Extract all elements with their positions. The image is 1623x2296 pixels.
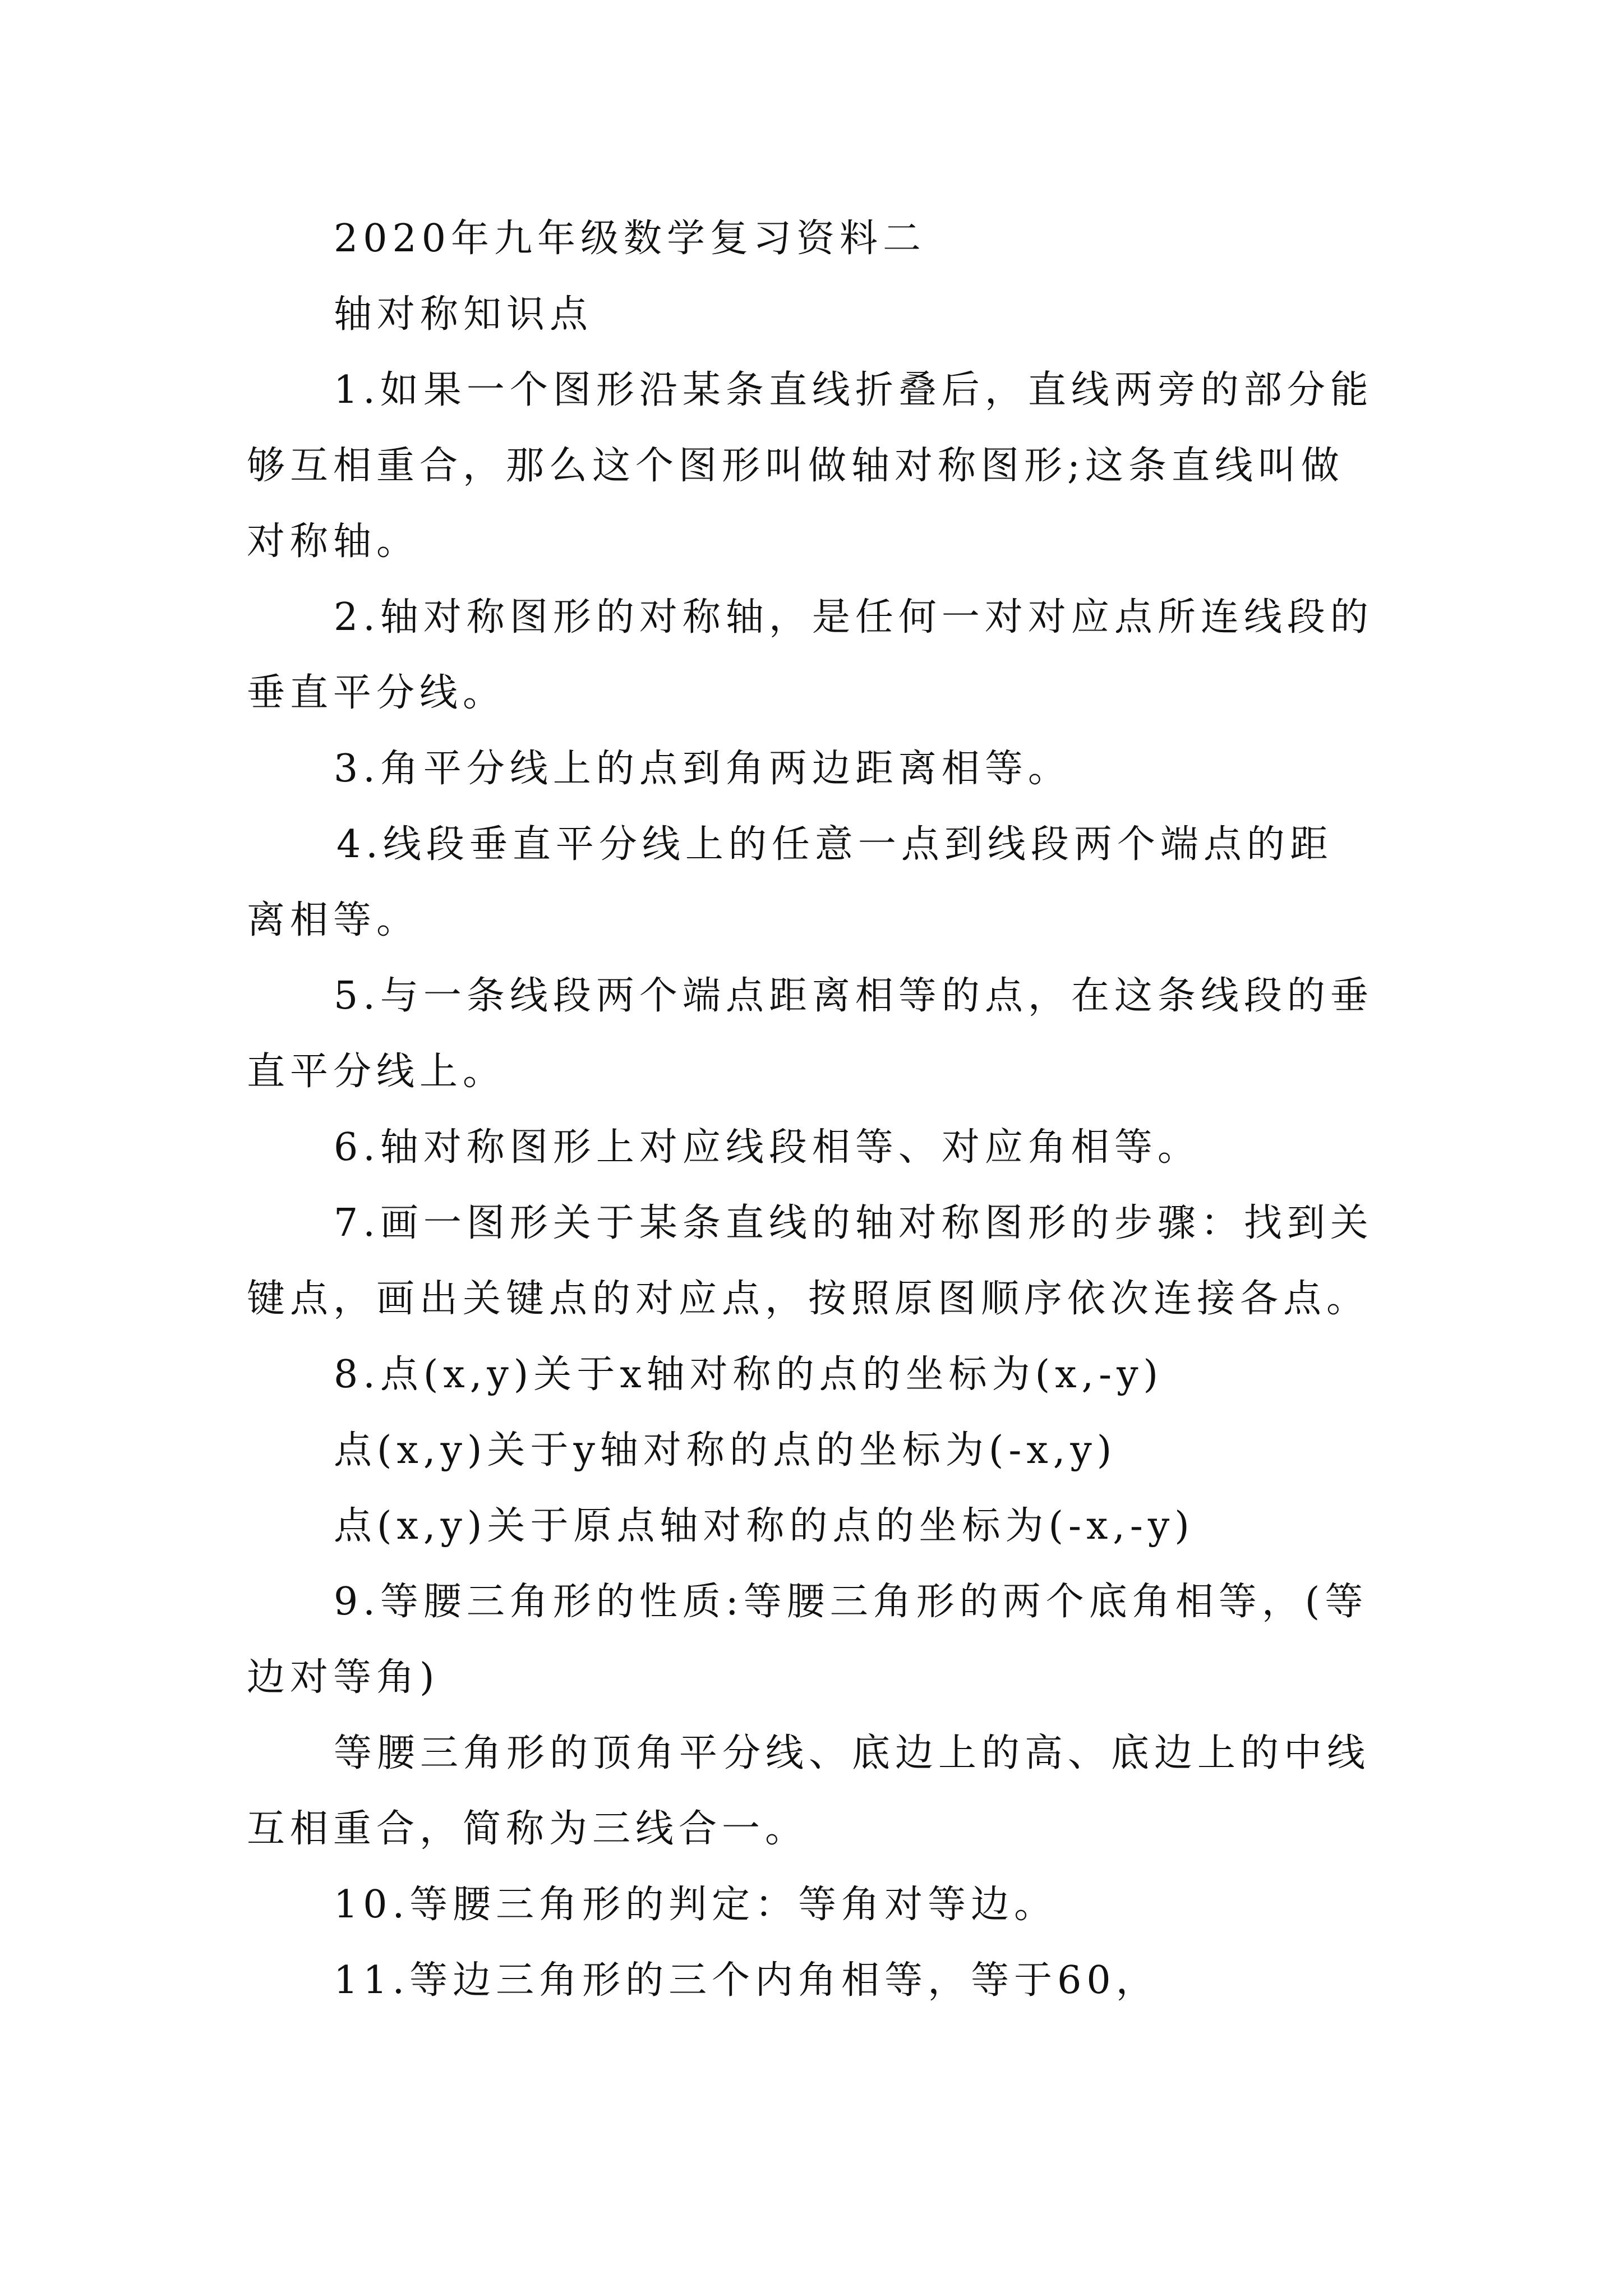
text-line: 等腰三角形的顶角平分线、底边上的高、底边上的中线 xyxy=(334,1731,1371,1775)
text-line: 边对等角) xyxy=(247,1655,440,1700)
text-line: 1.如果一个图形沿某条直线折叠后，直线两旁的部分能 xyxy=(334,368,1373,412)
text-line: 互相重合，简称为三线合一。 xyxy=(247,1807,809,1851)
text-line: 键点，画出关键点的对应点，按照原图顺序依次连接各点。 xyxy=(247,1277,1370,1321)
text-line: 11.等边三角形的三个内角相等，等于60， xyxy=(334,1958,1159,2003)
text-line: 10.等腰三角形的判定：等角对等边。 xyxy=(334,1883,1058,1927)
text-line: 2.轴对称图形的对称轴，是任何一对对应点所连线段的 xyxy=(334,595,1373,639)
text-line: 3.角平分线上的点到角两边距离相等。 xyxy=(334,747,1071,791)
text-line: 直平分线上。 xyxy=(247,1050,506,1094)
text-line: 离相等。 xyxy=(247,898,420,942)
text-line: 9.等腰三角形的性质:等腰三角形的两个底角相等，(等 xyxy=(334,1580,1368,1624)
text-line: 够互相重合，那么这个图形叫做轴对称图形;这条直线叫做 xyxy=(247,444,1344,488)
section-heading: 轴对称知识点 xyxy=(334,292,593,337)
text-line: 7.画一图形关于某条直线的轴对称图形的步骤：找到关 xyxy=(334,1201,1373,1245)
document-title: 2020年九年级数学复习资料二 xyxy=(334,217,926,261)
text-line: 对称轴。 xyxy=(247,519,420,564)
text-line: 垂直平分线。 xyxy=(247,671,506,715)
text-line: 4.线段垂直平分线上的任意一点到线段两个端点的距 xyxy=(336,822,1333,867)
text-line: 6.轴对称图形上对应线段相等、对应角相等。 xyxy=(334,1125,1201,1170)
text-line: 5.与一条线段两个端点距离相等的点，在这条线段的垂 xyxy=(334,974,1373,1018)
text-line: 点(x,y)关于原点轴对称的点的坐标为(-x,-y) xyxy=(334,1504,1195,1548)
text-line: 点(x,y)关于y轴对称的点的坐标为(-x,y) xyxy=(334,1428,1117,1473)
text-line: 8.点(x,y)关于x轴对称的点的坐标为(x,-y) xyxy=(334,1352,1164,1397)
